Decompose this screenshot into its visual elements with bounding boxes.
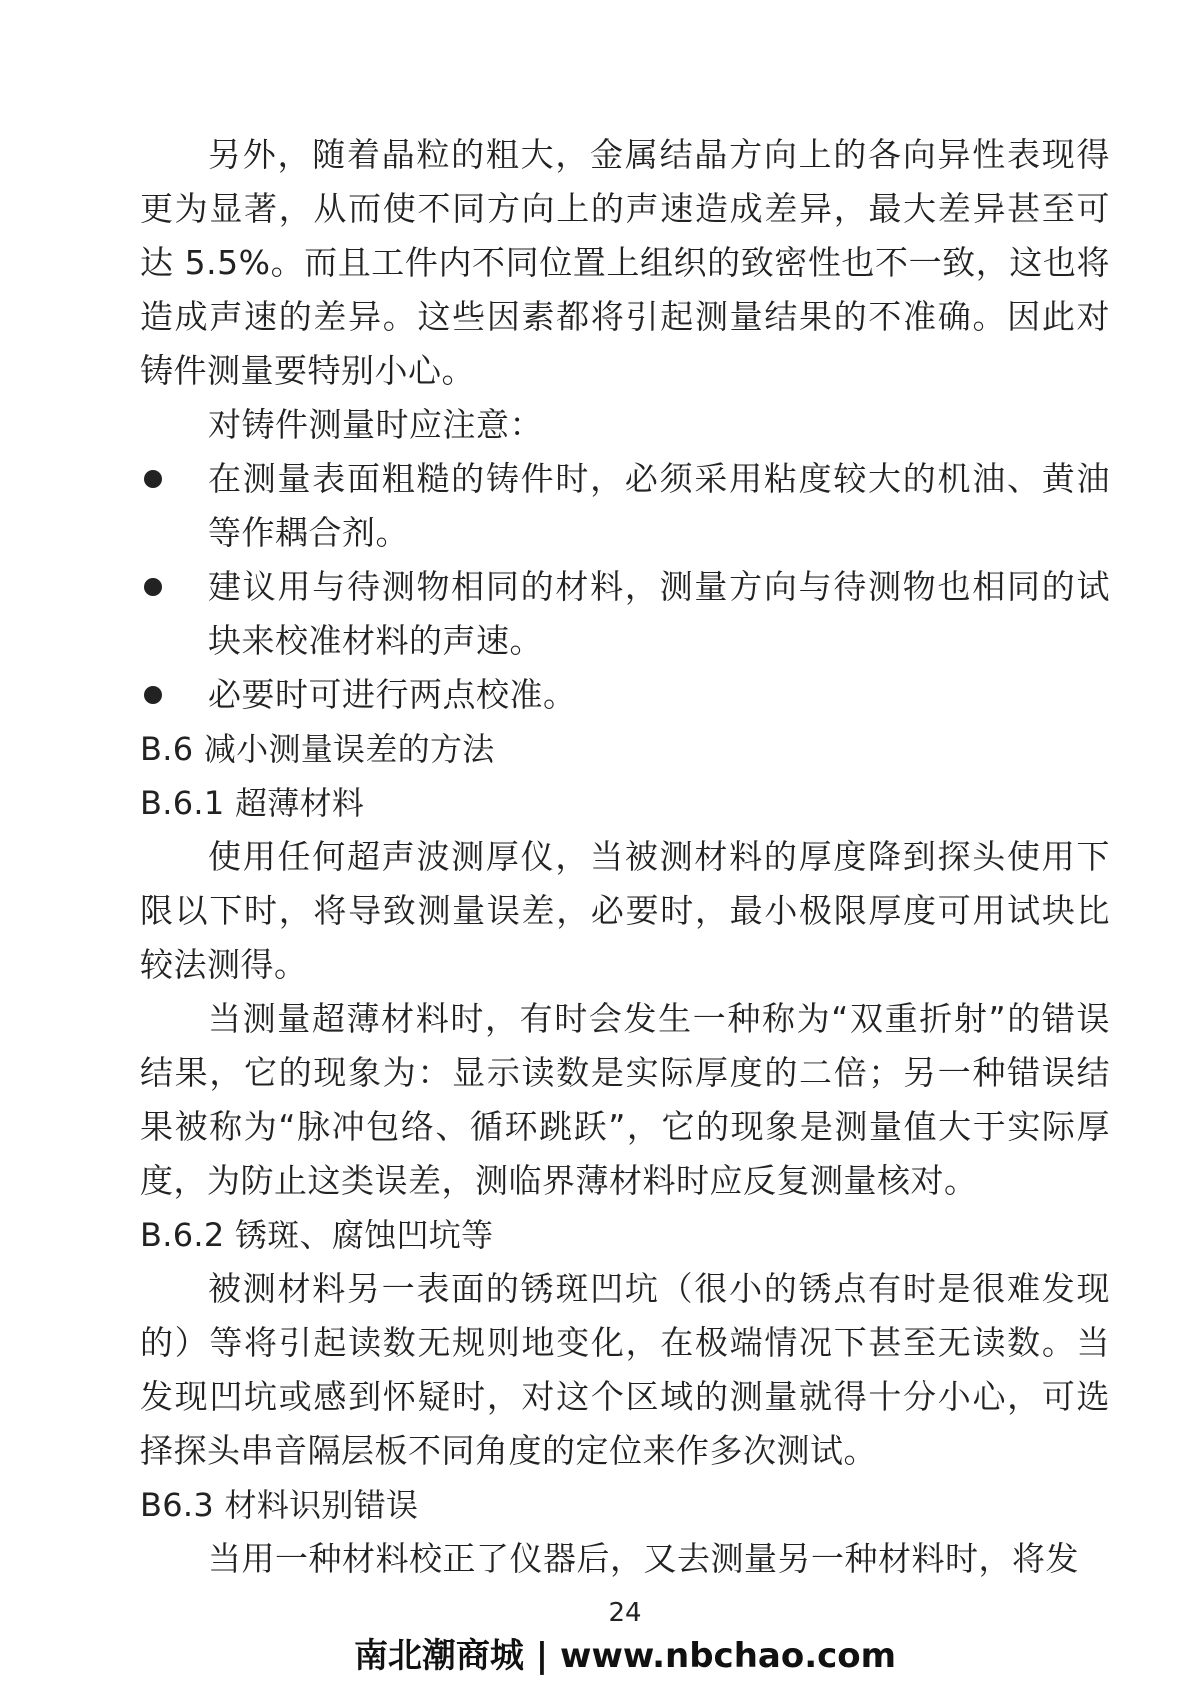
bullet-icon <box>144 470 162 488</box>
page-number: 24 <box>608 1598 642 1628</box>
section-heading-b63: B6.3 材料识别错误 <box>140 1486 419 1524</box>
paragraph-double-refraction: 当测量超薄材料时，有时会发生一种称为“双重折射”的错误结果，它的现象为：显示读数是实际厚度的二倍；另一种错误结果被称为“脉冲包络、循环跳跃”，它的现象是测量值大于实际厚度，为防止这类误差，测临界薄材料时应反复测量核对。 <box>140 999 1110 1200</box>
paragraph-thin-materials: 使用任何超声波测厚仪，当被测材料的厚度降到探头使用下限以下时，将导致测量误差，必要时，最小极限厚度可用试块比较法测得。 <box>140 837 1110 984</box>
bullet-icon <box>144 578 162 596</box>
list-item <box>140 668 1110 722</box>
section-heading-b62: B.6.2 锈斑、腐蚀凹坑等 <box>140 1216 494 1254</box>
list-item-text: 必要时可进行两点校准。 <box>208 675 577 714</box>
site-watermark: 南北潮商城 | www.nbchao.com <box>353 1636 897 1676</box>
list-item <box>140 560 1110 668</box>
paragraph-material-misidentification: 当用一种材料校正了仪器后，又去测量另一种材料时，将发 <box>208 1539 1079 1578</box>
section-heading-b61: B.6.1 超薄材料 <box>140 784 365 822</box>
list-item <box>140 452 1110 560</box>
paragraph-casting-notes-intro: 对铸件测量时应注意： <box>208 405 543 444</box>
paragraph-anisotropy: 另外，随着晶粒的粗大，金属结晶方向上的各向异性表现得更为显著，从而使不同方向上的声速造成差异，最大差异甚至可达 5.5%。而且工件内不同位置上组织的致密性也不一致，这也将造成声速的差异。这些因素都将引起测量结果的不准确。因此对铸件测量要特别小心。 <box>140 135 1110 390</box>
section-heading-b6: B.6 减小测量误差的方法 <box>140 730 495 768</box>
document-page <box>140 128 1110 1586</box>
list-item-text: 建议用与待测物相同的材料，测量方向与待测物也相同的试块来校准材料的声速。 <box>208 567 1110 660</box>
list-item-text: 在测量表面粗糙的铸件时，必须采用粘度较大的机油、黄油等作耦合剂。 <box>208 459 1110 552</box>
paragraph-rust-pits: 被测材料另一表面的锈斑凹坑（很小的锈点有时是很难发现的）等将引起读数无规则地变化，在极端情况下甚至无读数。当发现凹坑或感到怀疑时，对这个区域的测量就得十分小心，可选择探头串音隔层板不同角度的定位来作多次测试。 <box>140 1269 1110 1470</box>
bullet-icon <box>144 686 162 704</box>
